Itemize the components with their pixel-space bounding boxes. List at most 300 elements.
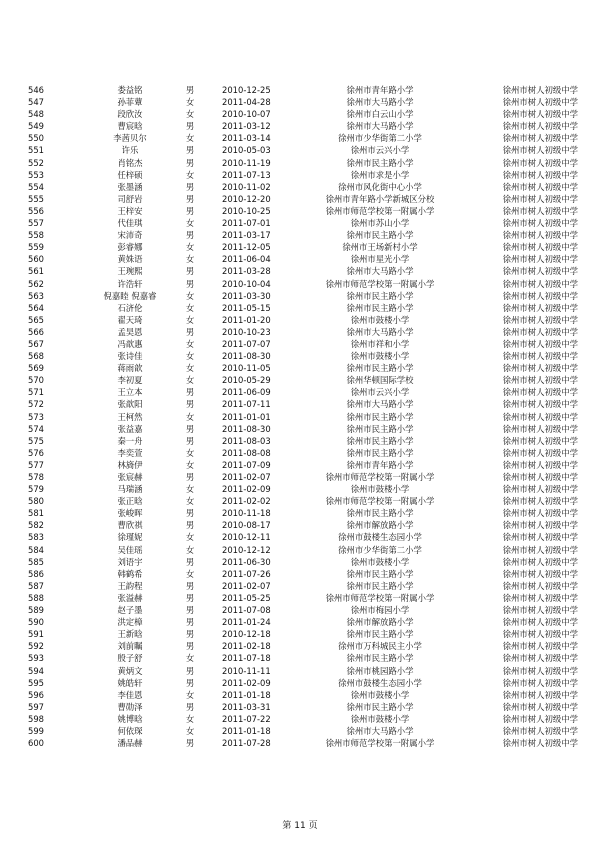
gender: 男 (185, 205, 195, 216)
table-row (0, 737, 600, 749)
assigned-school: 徐州市树人初级中学 (502, 133, 578, 144)
gender: 女 (185, 568, 195, 579)
assigned-school: 徐州市树人初级中学 (502, 205, 578, 216)
primary-school: 徐州市民主路小学 (346, 568, 414, 579)
birth-date: 2010-11-19 (222, 157, 271, 168)
gender: 女 (185, 375, 195, 386)
birth-date: 2010-12-18 (222, 629, 271, 640)
primary-school: 徐州市民主路小学 (346, 629, 414, 640)
table-row (0, 616, 600, 628)
assigned-school: 徐州市树人初级中学 (502, 496, 578, 507)
gender: 女 (185, 133, 195, 144)
primary-school: 徐州市民主路小学 (346, 230, 414, 241)
student-name: 刘语宇 (117, 556, 143, 567)
table-row (0, 580, 600, 592)
row-number: 597 (28, 701, 44, 712)
row-number: 563 (28, 290, 44, 301)
gender: 女 (185, 459, 195, 470)
birth-date: 2011-07-09 (222, 459, 271, 470)
gender: 女 (185, 169, 195, 180)
assigned-school: 徐州市树人初级中学 (502, 617, 578, 628)
student-name: 代佳琪 (117, 218, 143, 229)
primary-school: 徐州市解放路小学 (346, 520, 414, 531)
assigned-school: 徐州市树人初级中学 (502, 242, 578, 253)
student-name: 潘品赫 (117, 738, 143, 749)
birth-date: 2011-05-15 (222, 302, 271, 313)
row-number: 595 (28, 677, 44, 688)
gender: 男 (185, 278, 195, 289)
assigned-school: 徐州市树人初级中学 (502, 641, 578, 652)
row-number: 555 (28, 193, 44, 204)
primary-school: 徐州市师范学校第一附属小学 (325, 496, 435, 507)
primary-school: 徐州市解放路小学 (346, 617, 414, 628)
table-row (0, 398, 600, 410)
primary-school: 徐州市青年路小学 (346, 459, 414, 470)
primary-school: 徐州市祥和小学 (350, 338, 410, 349)
primary-school: 徐州市鼓楼小学 (350, 484, 410, 495)
birth-date: 2011-03-28 (222, 266, 271, 277)
row-number: 549 (28, 121, 44, 132)
assigned-school: 徐州市树人初级中学 (502, 375, 578, 386)
primary-school: 徐州市青年路小学新城区分校 (325, 193, 435, 204)
assigned-school: 徐州市树人初级中学 (502, 544, 578, 555)
gender: 女 (185, 484, 195, 495)
gender: 女 (185, 218, 195, 229)
student-name: 张益嘉 (117, 423, 143, 434)
assigned-school: 徐州市树人初级中学 (502, 302, 578, 313)
student-name: 马瑞涵 (117, 484, 143, 495)
gender: 男 (185, 508, 195, 519)
primary-school: 徐州市师范学校第一附属小学 (325, 278, 435, 289)
row-number: 589 (28, 605, 44, 616)
table-row (0, 386, 600, 398)
birth-date: 2010-11-18 (222, 508, 271, 519)
assigned-school: 徐州市树人初级中学 (502, 145, 578, 156)
student-name: 何依琛 (117, 725, 143, 736)
row-number: 582 (28, 520, 44, 531)
birth-date: 2011-03-30 (222, 290, 271, 301)
table-row (0, 689, 600, 701)
table-row (0, 241, 600, 253)
gender: 男 (185, 592, 195, 603)
student-name: 许乐 (121, 145, 139, 156)
assigned-school: 徐州市树人初级中学 (502, 580, 578, 591)
birth-date: 2011-07-22 (222, 713, 271, 724)
primary-school: 徐州市王场新村小学 (342, 242, 418, 253)
assigned-school: 徐州市树人初级中学 (502, 447, 578, 458)
birth-date: 2011-04-28 (222, 97, 271, 108)
birth-date: 2011-07-13 (222, 169, 271, 180)
birth-date: 2011-08-30 (222, 423, 271, 434)
birth-date: 2010-11-05 (222, 363, 271, 374)
primary-school: 徐州市师范学校第一附属小学 (325, 592, 435, 603)
birth-date: 2011-12-05 (222, 242, 271, 253)
assigned-school: 徐州市树人初级中学 (502, 472, 578, 482)
assigned-school: 徐州市树人初级中学 (502, 605, 578, 616)
gender: 女 (185, 109, 195, 120)
assigned-school: 徐州市树人初级中学 (502, 254, 578, 265)
table-row (0, 326, 600, 338)
birth-date: 2010-11-02 (222, 181, 271, 192)
gender: 女 (185, 713, 195, 724)
row-number: 585 (28, 556, 44, 567)
birth-date: 2010-12-12 (222, 544, 271, 555)
table-row (0, 701, 600, 713)
table-row (0, 374, 600, 386)
table-row (0, 157, 600, 169)
assigned-school: 徐州市树人初级中学 (502, 290, 578, 301)
row-number: 546 (28, 85, 44, 95)
gender: 男 (185, 266, 195, 277)
table-row (0, 507, 600, 519)
gender: 女 (185, 725, 195, 736)
table-row (0, 314, 600, 326)
student-name: 许浩轩 (117, 278, 143, 289)
table-row (0, 108, 600, 120)
student-name: 曹勋泽 (117, 701, 143, 712)
student-name: 李茜贝尔 (113, 133, 147, 144)
birth-date: 2011-06-04 (222, 254, 271, 265)
primary-school: 徐州市民主路小学 (346, 302, 414, 313)
student-name: 司舒岩 (117, 193, 143, 204)
table-row (0, 278, 600, 290)
page-number: 第 11 页 (282, 821, 318, 831)
birth-date: 2011-08-08 (222, 447, 271, 458)
table-row (0, 290, 600, 302)
row-number: 600 (28, 738, 44, 749)
primary-school: 徐州市鼓楼生态园小学 (338, 532, 422, 543)
primary-school: 徐州市风化街中心小学 (338, 181, 422, 192)
student-name: 李初夏 (117, 375, 143, 386)
primary-school: 徐州市鼓楼小学 (350, 351, 410, 362)
assigned-school: 徐州市树人初级中学 (502, 411, 578, 422)
student-name: 张峻晖 (117, 508, 143, 519)
student-name: 李佳恩 (117, 689, 143, 700)
table-row (0, 447, 600, 459)
gender: 男 (185, 157, 195, 168)
assigned-school: 徐州市树人初级中学 (502, 508, 578, 519)
student-name: 彭睿娜 (117, 242, 143, 253)
row-number: 575 (28, 435, 44, 446)
table-row (0, 193, 600, 205)
assigned-school: 徐州市树人初级中学 (502, 157, 578, 168)
birth-date: 2010-10-04 (222, 278, 271, 289)
primary-school: 徐州市青年路小学 (346, 85, 414, 95)
student-name: 洪定樟 (117, 617, 143, 628)
table-row (0, 84, 600, 96)
row-number: 556 (28, 205, 44, 216)
row-number: 587 (28, 580, 44, 591)
row-number: 558 (28, 230, 44, 241)
primary-school: 徐州市鼓楼小学 (350, 556, 410, 567)
primary-school: 徐州市梅园小学 (350, 605, 410, 616)
student-name: 宋沛奇 (117, 230, 143, 241)
primary-school: 徐州市民主路小学 (346, 701, 414, 712)
assigned-school: 徐州市树人初级中学 (502, 230, 578, 241)
birth-date: 2011-01-18 (222, 725, 271, 736)
birth-date: 2010-10-23 (222, 326, 271, 337)
table-row (0, 120, 600, 132)
row-number: 560 (28, 254, 44, 265)
primary-school: 徐州市民主路小学 (346, 653, 414, 664)
primary-school: 徐州市少华街第二小学 (338, 133, 422, 144)
table-row (0, 302, 600, 314)
primary-school: 徐州市万科城民主小学 (338, 641, 422, 652)
student-name: 蒋雨歆 (117, 363, 143, 374)
birth-date: 2010-12-11 (222, 532, 271, 543)
birth-date: 2011-08-03 (222, 435, 271, 446)
row-number: 551 (28, 145, 44, 156)
gender: 女 (185, 363, 195, 374)
primary-school: 徐州市民主路小学 (346, 411, 414, 422)
assigned-school: 徐州市树人初级中学 (502, 109, 578, 120)
gender: 女 (185, 411, 195, 422)
birth-date: 2011-01-20 (222, 314, 271, 325)
student-name: 段欣汝 (117, 109, 143, 120)
primary-school: 徐州市民主路小学 (346, 363, 414, 374)
birth-date: 2011-03-12 (222, 121, 271, 132)
student-name: 张正晗 (117, 496, 143, 507)
row-number: 590 (28, 617, 44, 628)
primary-school: 徐州市星光小学 (350, 254, 410, 265)
gender: 男 (185, 85, 195, 95)
birth-date: 2011-07-18 (222, 653, 271, 664)
row-number: 562 (28, 278, 44, 289)
assigned-school: 徐州市树人初级中学 (502, 653, 578, 664)
table-row (0, 181, 600, 193)
table-row (0, 725, 600, 737)
table-row (0, 459, 600, 471)
primary-school: 徐州市求是小学 (350, 169, 410, 180)
table-row (0, 423, 600, 435)
primary-school: 徐州市民主路小学 (346, 423, 414, 434)
table-row (0, 435, 600, 447)
assigned-school: 徐州市树人初级中学 (502, 387, 578, 398)
row-number: 561 (28, 266, 44, 277)
row-number: 553 (28, 169, 44, 180)
gender: 男 (185, 677, 195, 688)
row-number: 577 (28, 459, 44, 470)
assigned-school: 徐州市树人初级中学 (502, 363, 578, 374)
birth-date: 2011-02-07 (222, 472, 271, 482)
student-name: 王柯然 (117, 411, 143, 422)
birth-date: 2010-08-17 (222, 520, 271, 531)
table-row (0, 229, 600, 241)
table-row (0, 665, 600, 677)
row-number: 570 (28, 375, 44, 386)
primary-school: 徐州市师范学校第一附属小学 (325, 738, 435, 749)
primary-school: 徐州市鼓楼小学 (350, 713, 410, 724)
row-number: 576 (28, 447, 44, 458)
table-row (0, 338, 600, 350)
student-name: 徐瑾妮 (117, 532, 143, 543)
birth-date: 2011-01-01 (222, 411, 271, 422)
table-row (0, 568, 600, 580)
table-row (0, 169, 600, 181)
table-row (0, 265, 600, 277)
assigned-school: 徐州市树人初级中学 (502, 218, 578, 229)
assigned-school: 徐州市树人初级中学 (502, 266, 578, 277)
gender: 女 (185, 447, 195, 458)
row-number: 580 (28, 496, 44, 507)
assigned-school: 徐州市树人初级中学 (502, 121, 578, 132)
birth-date: 2011-03-14 (222, 133, 271, 144)
gender: 男 (185, 181, 195, 192)
student-name: 娄益铭 (117, 85, 143, 95)
row-number: 574 (28, 423, 44, 434)
primary-school: 徐州市民主路小学 (346, 435, 414, 446)
table-row (0, 640, 600, 652)
birth-date: 2011-07-28 (222, 738, 271, 749)
row-number: 579 (28, 484, 44, 495)
primary-school: 徐州市大马路小学 (346, 97, 414, 108)
assigned-school: 徐州市树人初级中学 (502, 738, 578, 749)
row-number: 550 (28, 133, 44, 144)
student-name: 姚博晗 (117, 713, 143, 724)
row-number: 584 (28, 544, 44, 555)
gender: 女 (185, 302, 195, 313)
row-number: 581 (28, 508, 44, 519)
assigned-school: 徐州市树人初级中学 (502, 713, 578, 724)
primary-school: 徐州市少华街第二小学 (338, 544, 422, 555)
table-row (0, 604, 600, 616)
gender: 男 (185, 701, 195, 712)
student-name: 冯歆惠 (117, 338, 143, 349)
gender: 男 (185, 145, 195, 156)
student-name: 王新晗 (117, 629, 143, 640)
birth-date: 2011-03-31 (222, 701, 271, 712)
row-number: 573 (28, 411, 44, 422)
birth-date: 2011-01-18 (222, 689, 271, 700)
student-name: 张墨涵 (117, 181, 143, 192)
primary-school: 徐州市大马路小学 (346, 266, 414, 277)
gender: 男 (185, 326, 195, 337)
student-name: 肖铭杰 (117, 157, 143, 168)
gender: 男 (185, 193, 195, 204)
table-row (0, 556, 600, 568)
table-row (0, 519, 600, 531)
assigned-school: 徐州市树人初级中学 (502, 725, 578, 736)
gender: 男 (185, 435, 195, 446)
assigned-school: 徐州市树人初级中学 (502, 435, 578, 446)
birth-date: 2011-01-24 (222, 617, 271, 628)
row-number: 567 (28, 338, 44, 349)
student-name: 秦一舟 (117, 435, 143, 446)
table-row (0, 628, 600, 640)
assigned-school: 徐州市树人初级中学 (502, 629, 578, 640)
student-name: 张宸赫 (117, 472, 143, 482)
gender: 男 (185, 230, 195, 241)
birth-date: 2011-07-26 (222, 568, 271, 579)
row-number: 594 (28, 665, 44, 676)
assigned-school: 徐州市树人初级中学 (502, 665, 578, 676)
table-row (0, 544, 600, 556)
row-number: 552 (28, 157, 44, 168)
primary-school: 徐州市云兴小学 (350, 387, 410, 398)
birth-date: 2011-02-07 (222, 580, 271, 591)
birth-date: 2011-06-30 (222, 556, 271, 567)
assigned-school: 徐州市树人初级中学 (502, 689, 578, 700)
row-number: 554 (28, 181, 44, 192)
row-number: 578 (28, 472, 44, 482)
student-name: 王琬熙 (117, 266, 143, 277)
student-name: 刘前瞩 (117, 641, 143, 652)
primary-school: 徐州市鼓楼生态园小学 (338, 677, 422, 688)
student-name: 林旖伊 (117, 459, 143, 470)
gender: 女 (185, 290, 195, 301)
assigned-school: 徐州市树人初级中学 (502, 193, 578, 204)
student-name: 孙菲蕈 (117, 97, 143, 108)
table-row (0, 713, 600, 725)
gender: 男 (185, 629, 195, 640)
gender: 女 (185, 242, 195, 253)
gender: 女 (185, 532, 195, 543)
gender: 男 (185, 580, 195, 591)
primary-school: 徐州华顿国际学校 (346, 375, 414, 386)
student-name: 黄姝语 (117, 254, 143, 265)
assigned-school: 徐州市树人初级中学 (502, 677, 578, 688)
birth-date: 2011-03-17 (222, 230, 271, 241)
table-row (0, 531, 600, 543)
gender: 男 (185, 617, 195, 628)
primary-school: 徐州市云兴小学 (350, 145, 410, 156)
row-number: 566 (28, 326, 44, 337)
birth-date: 2011-02-18 (222, 641, 271, 652)
assigned-school: 徐州市树人初级中学 (502, 484, 578, 495)
birth-date: 2011-02-09 (222, 484, 271, 495)
student-name: 张溢赫 (117, 592, 143, 603)
row-number: 593 (28, 653, 44, 664)
table-row (0, 677, 600, 689)
student-table (0, 84, 600, 749)
row-number: 557 (28, 218, 44, 229)
row-number: 565 (28, 314, 44, 325)
primary-school: 徐州市民主路小学 (346, 508, 414, 519)
birth-date: 2011-07-08 (222, 605, 271, 616)
row-number: 559 (28, 242, 44, 253)
primary-school: 徐州市桃园路小学 (346, 665, 414, 676)
primary-school: 徐州市民主路小学 (346, 447, 414, 458)
assigned-school: 徐州市树人初级中学 (502, 85, 578, 95)
primary-school: 徐州市民主路小学 (346, 580, 414, 591)
assigned-school: 徐州市树人初级中学 (502, 97, 578, 108)
assigned-school: 徐州市树人初级中学 (502, 278, 578, 289)
student-name: 孟昊恩 (117, 326, 143, 337)
gender: 男 (185, 387, 195, 398)
primary-school: 徐州市白云山小学 (346, 109, 414, 120)
gender: 男 (185, 556, 195, 567)
assigned-school: 徐州市树人初级中学 (502, 399, 578, 410)
primary-school: 徐州市民主路小学 (346, 290, 414, 301)
student-name: 王立本 (117, 387, 143, 398)
birth-date: 2011-02-09 (222, 677, 271, 688)
gender: 男 (185, 738, 195, 749)
row-number: 568 (28, 351, 44, 362)
assigned-school: 徐州市树人初级中学 (502, 351, 578, 362)
gender: 男 (185, 121, 195, 132)
table-row (0, 96, 600, 108)
table-row (0, 483, 600, 495)
primary-school: 徐州市鼓楼小学 (350, 689, 410, 700)
row-number: 588 (28, 592, 44, 603)
birth-date: 2010-10-25 (222, 205, 271, 216)
birth-date: 2010-10-07 (222, 109, 271, 120)
gender: 女 (185, 496, 195, 507)
row-number: 592 (28, 641, 44, 652)
student-name: 翟天琦 (117, 314, 143, 325)
gender: 女 (185, 254, 195, 265)
birth-date: 2011-07-01 (222, 218, 271, 229)
